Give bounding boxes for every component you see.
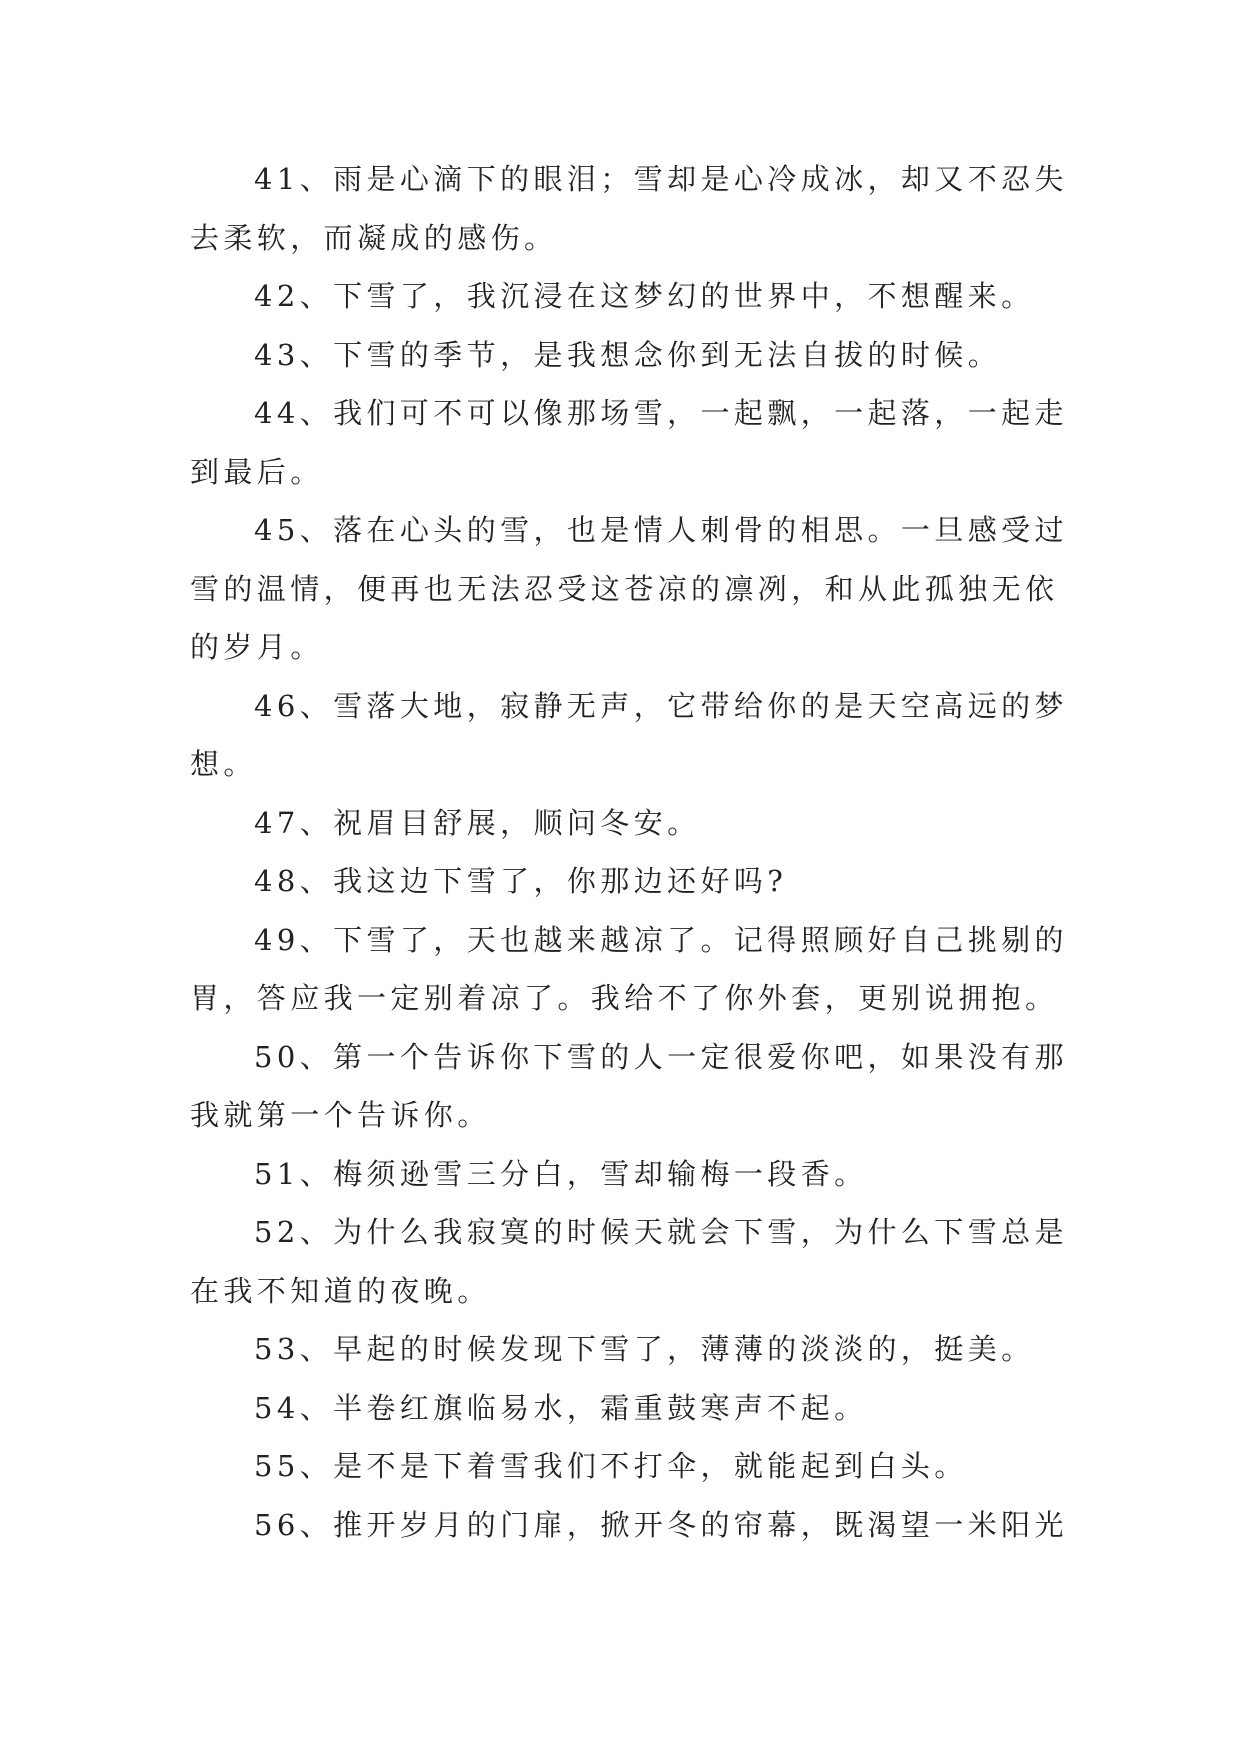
paragraph-51: 51、梅须逊雪三分白，雪却输梅一段香。 (254, 1156, 868, 1191)
paragraph-44: 44、我们可不可以像那场雪，一起飘，一起落，一起走到最后。 (190, 396, 1068, 489)
paragraph-41: 41、雨是心滴下的眼泪；雪却是心冷成冰，却又不忍失去柔软，而凝成的感伤。 (190, 162, 1068, 255)
paragraph-43: 43、下雪的季节，是我想念你到无法自拔的时候。 (254, 337, 1002, 372)
paragraph-45: 45、落在心头的雪，也是情人刺骨的相思。一旦感受过雪的温情，便再也无法忍受这苍凉的凛冽，和从此孤独无依的岁月。 (190, 513, 1068, 664)
paragraph-49: 49、下雪了，天也越来越凉了。记得照顾好自己挑剔的胃，答应我一定别着凉了。我给不了你外套，更别说拥抱。 (190, 922, 1068, 1015)
paragraph-50: 50、第一个告诉你下雪的人一定很爱你吧，如果没有那我就第一个告诉你。 (190, 1039, 1068, 1132)
paragraph-53: 53、早起的时候发现下雪了，薄薄的淡淡的，挺美。 (254, 1332, 1035, 1366)
paragraph-42: 42、下雪了，我沉浸在这梦幻的世界中，不想醒来。 (254, 279, 1035, 313)
paragraph-48: 48、我这边下雪了，你那边还好吗? (254, 864, 788, 898)
paragraph-54: 54、半卷红旗临易水，霜重鼓寒声不起。 (254, 1390, 868, 1425)
paragraph-56: 56、推开岁月的门扉，掀开冬的帘幕，既渴望一米阳光 (254, 1507, 1068, 1542)
paragraph-52: 52、为什么我寂寞的时候天就会下雪，为什么下雪总是在我不知道的夜晚。 (190, 1215, 1068, 1308)
paragraph-47: 47、祝眉目舒展，顺问冬安。 (254, 805, 701, 840)
document-body (190, 150, 1070, 1554)
paragraph-55: 55、是不是下着雪我们不打伞，就能起到白头。 (254, 1449, 968, 1483)
paragraph-46: 46、雪落大地，寂静无声，它带给你的是天空高远的梦想。 (190, 688, 1068, 781)
